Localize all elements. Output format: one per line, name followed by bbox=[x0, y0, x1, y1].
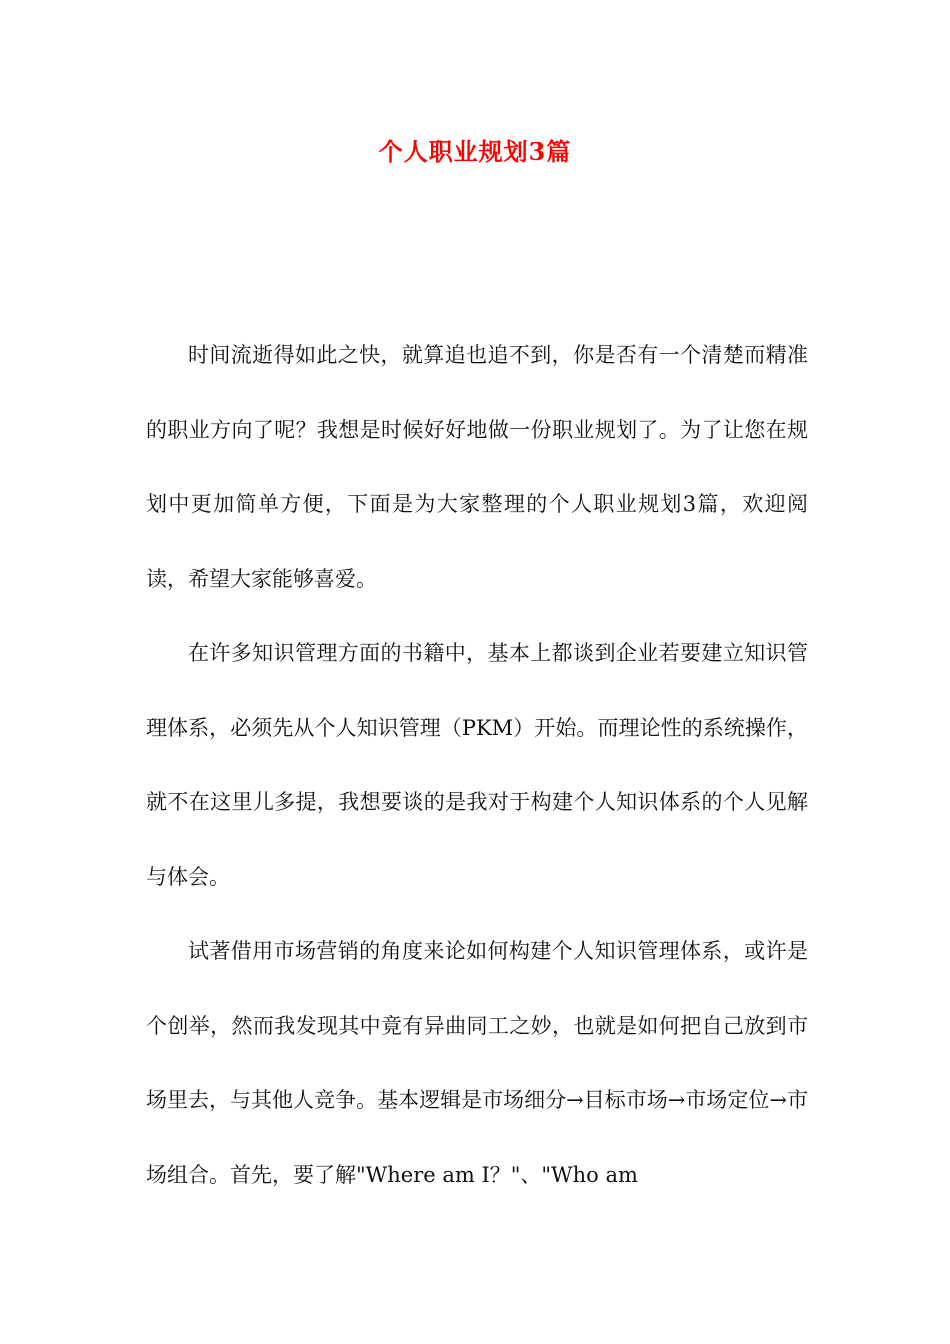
paragraph-intro: 时间流逝得如此之快，就算追也追不到，你是否有一个清楚而精准的职业方向了呢？我想是时候好好地做一份职业规划了。为了让您在规划中更加简单方便，下面是为大家整理的个人职业规划3篇，欢迎阅读，希望大家能够喜爱。 bbox=[146, 343, 808, 591]
document-title: 个人职业规划3篇 bbox=[378, 137, 572, 166]
paragraph-knowledge-management: 在许多知识管理方面的书籍中，基本上都谈到企业若要建立知识管理体系，必须先从个人知识管理（PKM）开始。而理论性的系统操作，就不在这里儿多提，我想要谈的是我对于构建个人知识体系的个人见解与体会。 bbox=[146, 641, 808, 889]
paragraph-marketing-perspective: 试著借用市场营销的角度来论如何构建个人知识管理体系，或许是个创举，然而我发现其中竟有异曲同工之妙，也就是如何把自己放到市场里去，与其他人竞争。基本逻辑是市场细分→目标市场→市场定位→市场组合。首先，要了解"Where am I？"、"Who am bbox=[146, 939, 808, 1187]
document-body bbox=[146, 318, 808, 1212]
